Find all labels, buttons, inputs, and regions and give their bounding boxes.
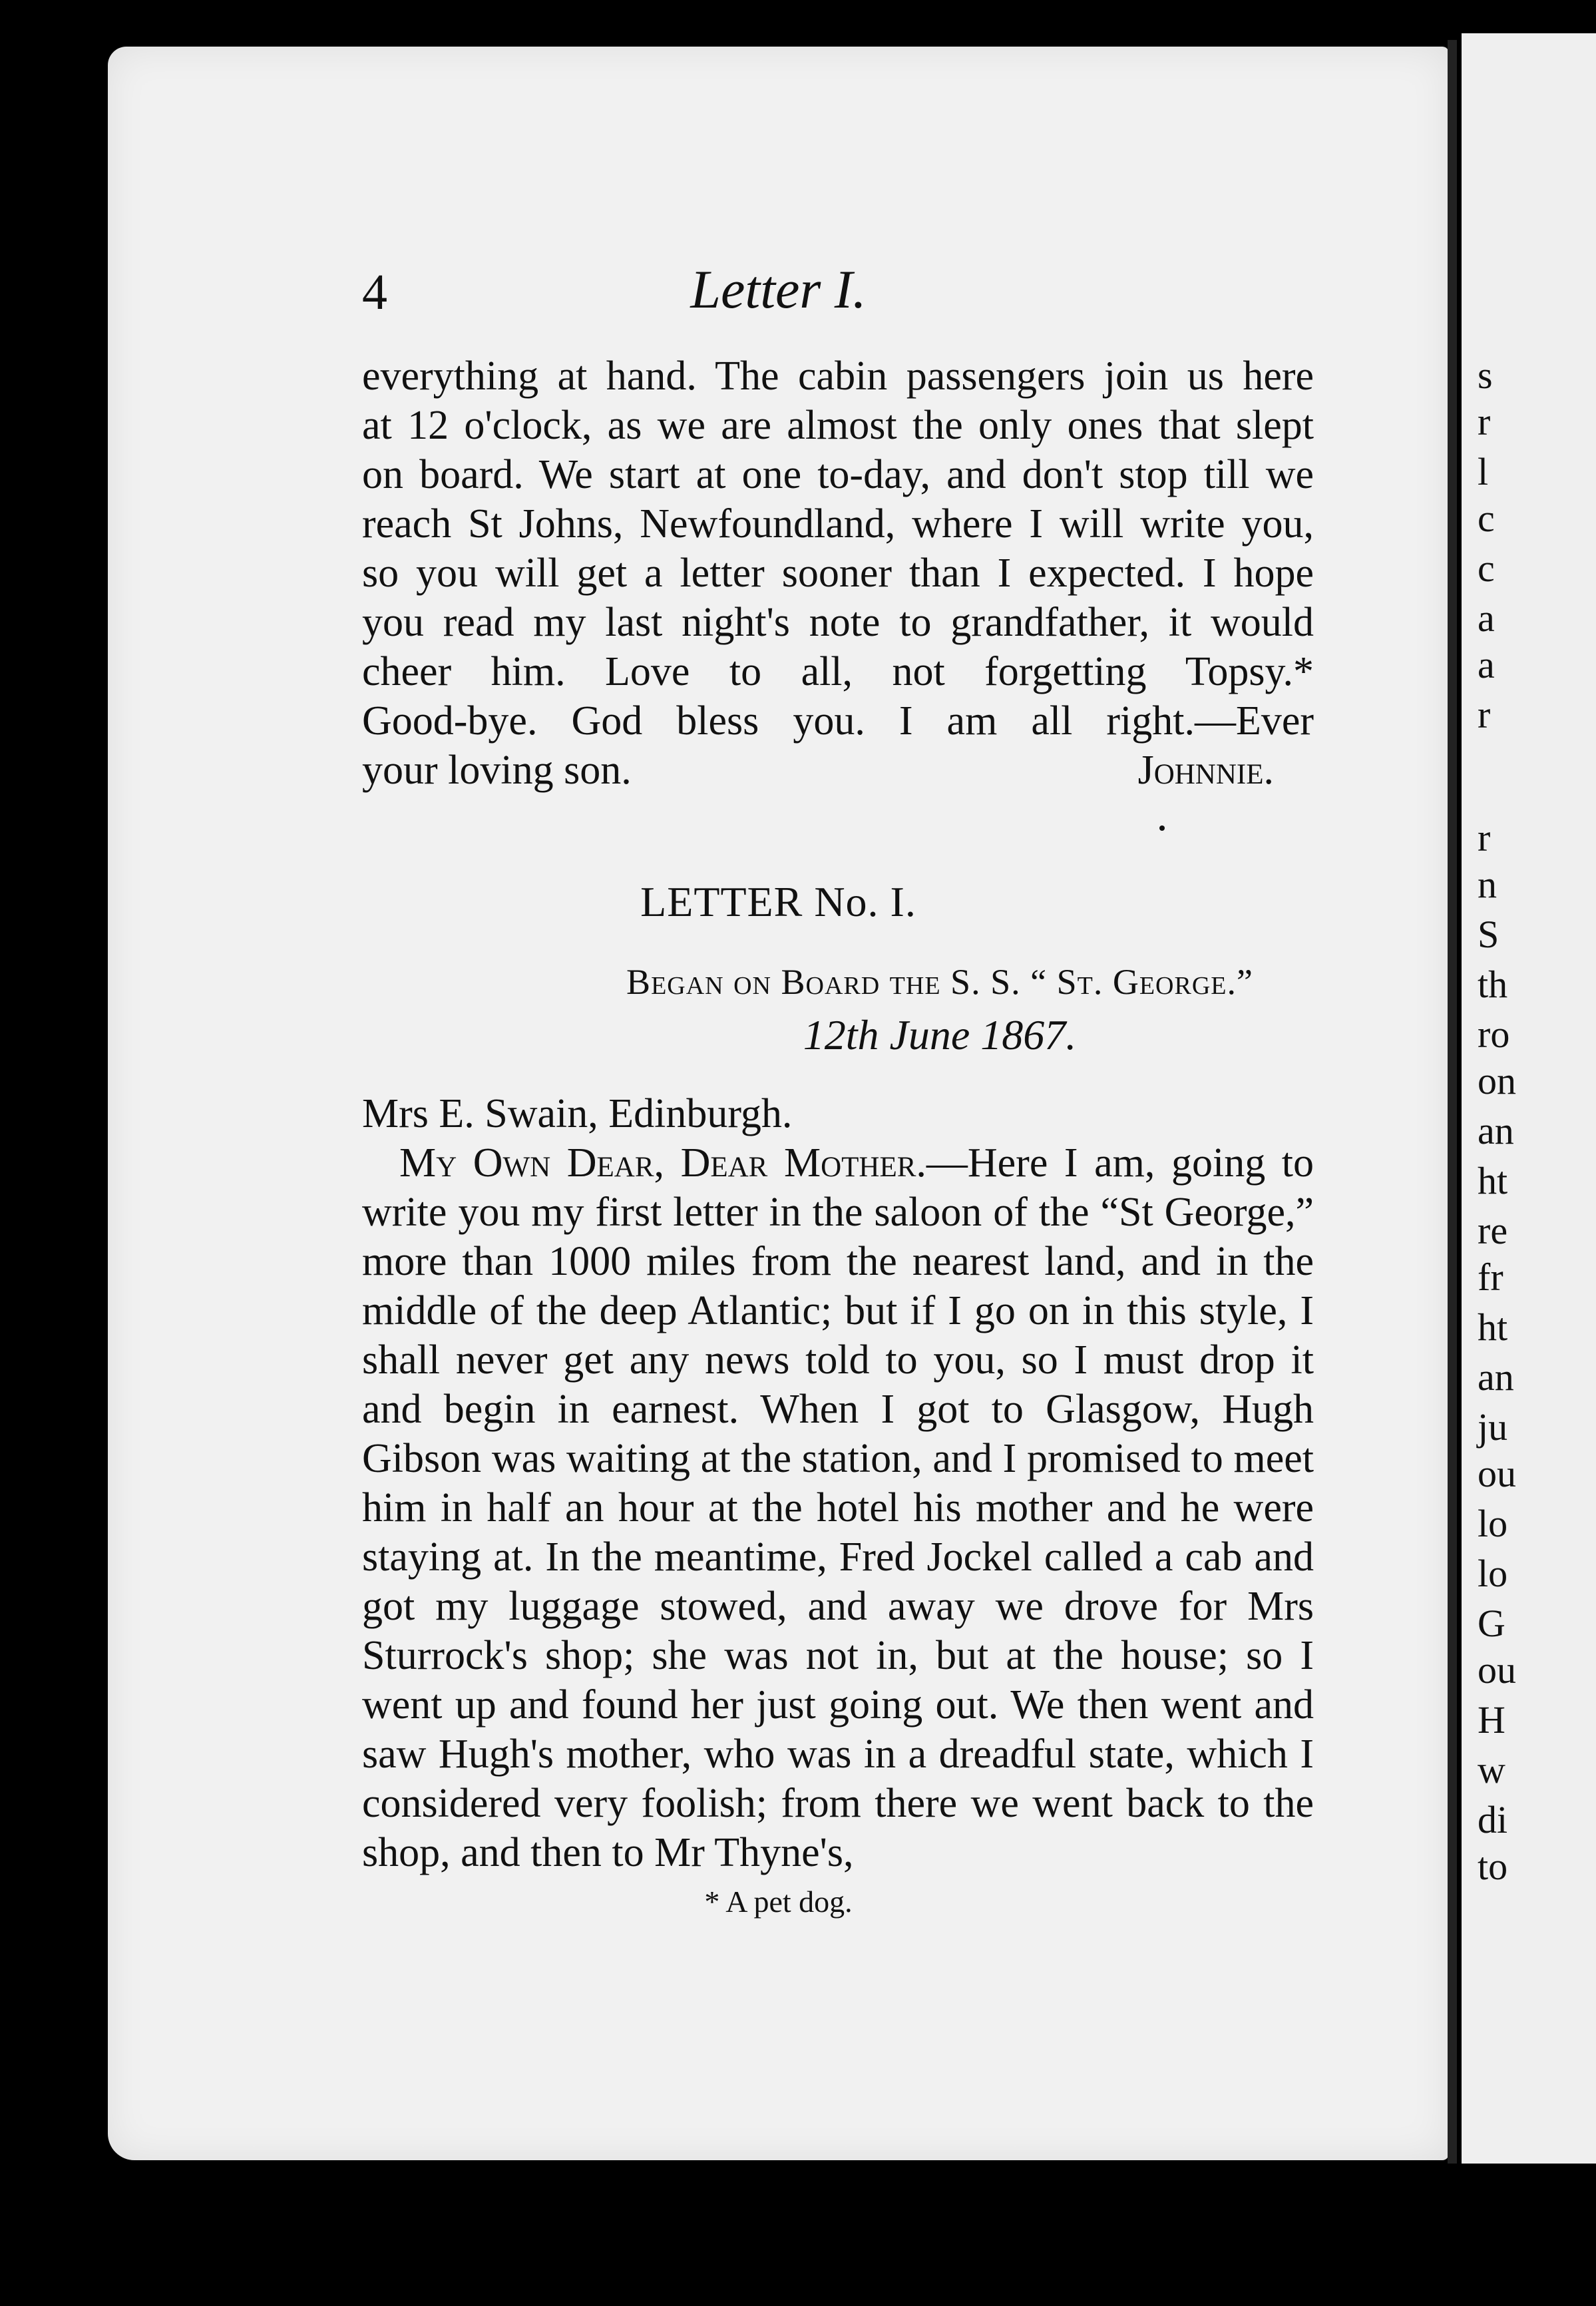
text-line: everything at hand. The cabin passengers join us here	[362, 353, 1314, 399]
facing-fragment: ju	[1478, 1405, 1508, 1449]
text-line: on board. We start at one to-day, and don't stop till we	[362, 452, 1314, 497]
facing-fragment: an	[1478, 1355, 1514, 1399]
closing-line	[362, 746, 1314, 795]
signature: Johnnie.	[1137, 748, 1274, 793]
facing-fragment: ro	[1478, 1013, 1510, 1056]
running-head: Letter I.	[690, 259, 867, 320]
facing-fragment: on	[1478, 1059, 1516, 1102]
letter-body-text: —Here I am, going to write you my first letter in the saloon of the “St George,” more than 1000 miles from the nearest land, and in the middle of the deep Atlantic; but if I go on in this style, I shall never get any news told to you, so I must drop it and begin in earnest. When I got to Glasgow, Hugh Gibson was waiting at the station, and I promised to meet him in half an hour at the hotel his mother and he were staying at. In the meantime, Fred Jockel called a cab and got my luggage stowed, and away we drove for Mrs Sturrock's shop; she was not in, but at the house; so I went up and found her just going out. We then went and saw Hugh's mother, who was in a dreadful state, which I considered very foolish; from there we went back to the shop, and then to Mr Thyne's,	[362, 1140, 1314, 1875]
facing-fragment: r	[1478, 693, 1491, 736]
letter-paragraph	[362, 1138, 1314, 1877]
facing-fragment: to	[1478, 1845, 1508, 1888]
letter-title: LETTER No. I.	[640, 878, 916, 925]
facing-fragment: di	[1478, 1798, 1508, 1841]
facing-fragment: s	[1478, 353, 1493, 397]
facing-fragment: l	[1478, 450, 1489, 493]
text-line: so you will get a letter sooner than I expected. I hope	[362, 551, 1314, 596]
text-line: cheer him. Love to all, not forgetting Topsy.*	[362, 649, 1314, 694]
footnote: * A pet dog.	[704, 1885, 853, 1919]
facing-fragment: ou	[1478, 1452, 1516, 1495]
letter-body	[362, 1138, 1314, 1877]
facing-fragment: w	[1478, 1748, 1505, 1791]
facing-fragment: c	[1478, 497, 1495, 540]
facing-fragment: a	[1478, 643, 1495, 686]
facing-fragment: re	[1478, 1209, 1508, 1252]
closing-phrase: your loving son.	[362, 748, 632, 793]
text-line: reach St Johns, Newfoundland, where I will write you,	[362, 501, 1314, 547]
text-line: you read my last night's note to grandfather, it would	[362, 600, 1314, 645]
facing-fragment: ht	[1478, 1305, 1508, 1349]
facing-fragment: r	[1478, 816, 1491, 859]
opening-paragraph	[362, 351, 1314, 795]
facing-fragment: c	[1478, 547, 1495, 590]
facing-fragment: S	[1478, 913, 1499, 956]
facing-fragment: ht	[1478, 1159, 1508, 1202]
facing-fragment: fr	[1478, 1256, 1503, 1299]
dateline: 12th June 1867.	[803, 1011, 1077, 1058]
facing-fragment: a	[1478, 596, 1495, 640]
text-line: at 12 o'clock, as we are almost the only ones that slept	[362, 403, 1314, 448]
facing-fragment: ou	[1478, 1648, 1516, 1692]
facing-fragment: lo	[1478, 1552, 1508, 1595]
salutation: My Own Dear, Dear Mother.	[399, 1140, 926, 1186]
facing-fragment: G	[1478, 1602, 1505, 1645]
letter-subtitle: Began on Board the S. S. “ St. George.”	[626, 962, 1253, 1002]
book-page	[108, 47, 1449, 2160]
facing-fragment: H	[1478, 1698, 1505, 1741]
facing-fragment: an	[1478, 1109, 1514, 1152]
facing-fragment: lo	[1478, 1502, 1508, 1545]
facing-fragment: n	[1478, 863, 1497, 906]
text-line: Good-bye. God bless you. I am all right.—Ever	[362, 698, 1314, 744]
book-gutter	[1448, 40, 1457, 2164]
facing-page-edge	[1462, 33, 1596, 2164]
ink-speck	[1159, 825, 1165, 831]
facing-fragment: th	[1478, 963, 1508, 1006]
page-number: 4	[362, 264, 387, 320]
facing-fragment: r	[1478, 400, 1491, 443]
addressee: Mrs E. Swain, Edinburgh.	[362, 1091, 793, 1136]
